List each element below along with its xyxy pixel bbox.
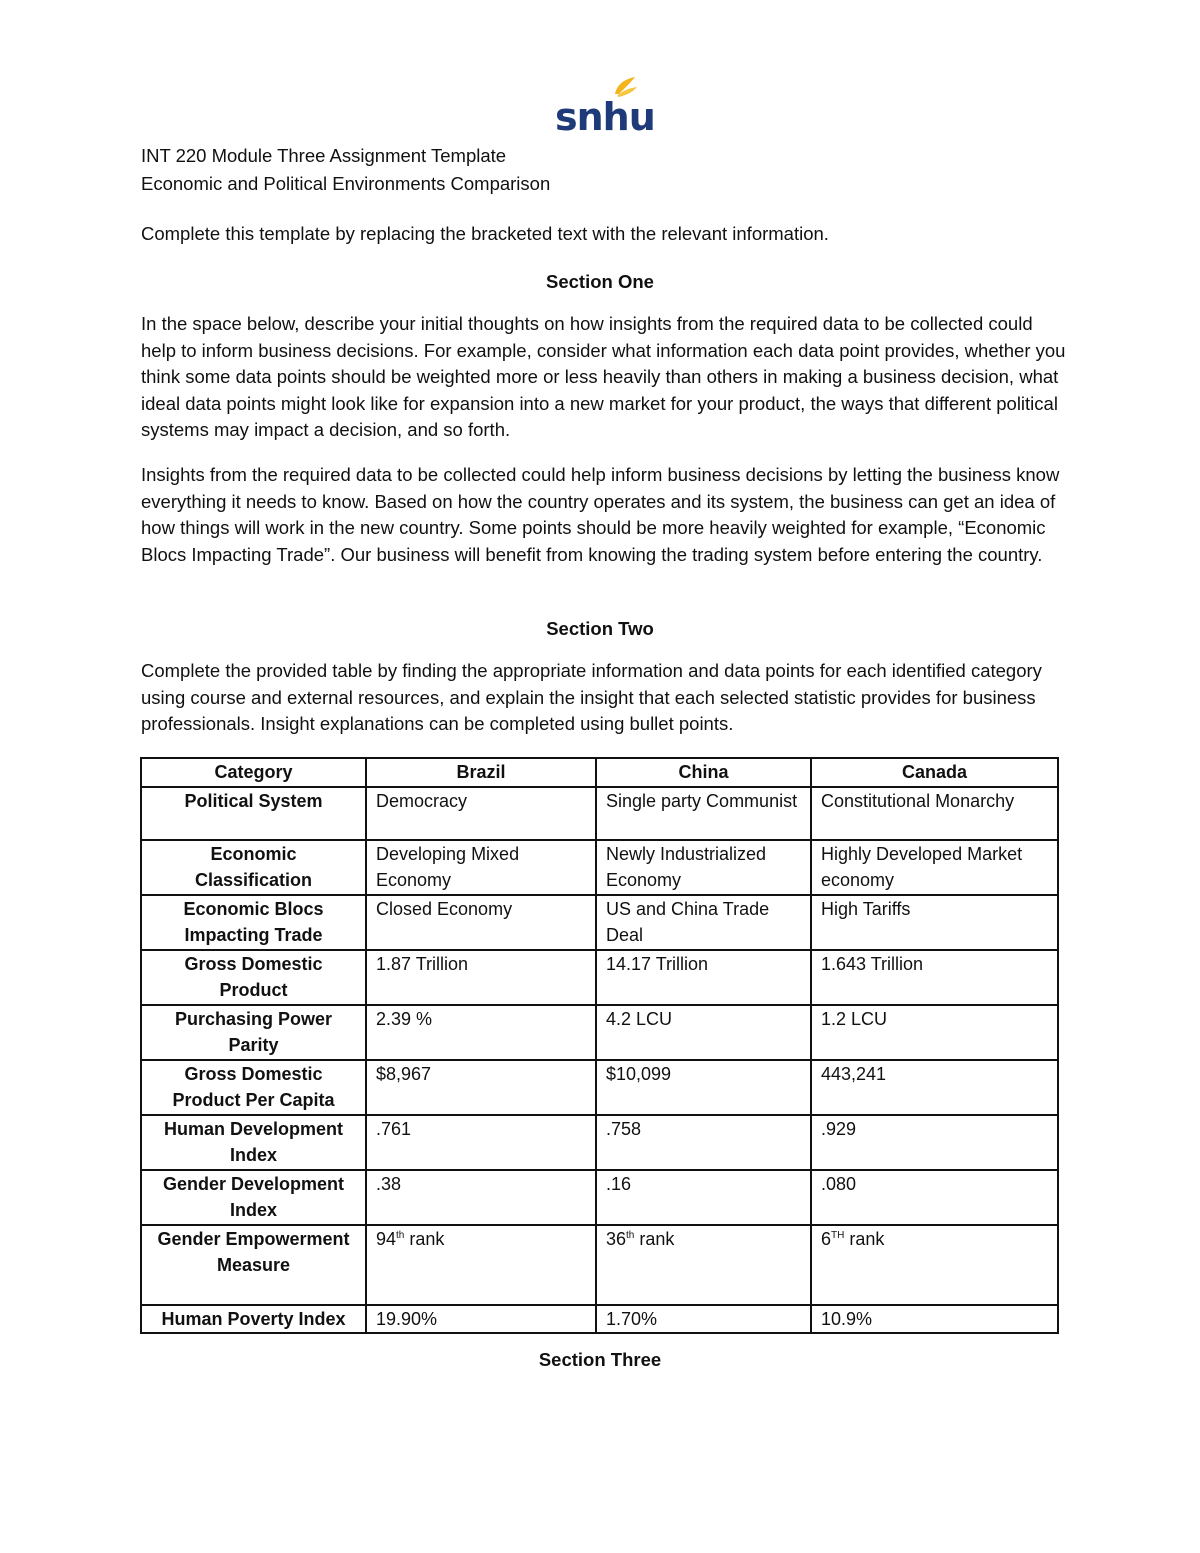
china-cell: 4.2 LCU [596, 1005, 811, 1060]
category-cell: Human Poverty Index [141, 1305, 366, 1334]
china-cell: 1.70% [596, 1305, 811, 1334]
section-two-prompt: Complete the provided table by finding the appropriate information and data points for each identified category using course and external resources, and explain the insight that each selected statistic provides for business professionals. Insight explanations can be completed using bullet points. [141, 660, 1042, 734]
section-one-heading: Section One [546, 271, 654, 292]
brazil-cell: Democracy [366, 787, 596, 840]
brazil-cell [366, 1225, 596, 1305]
document-subtitle: Economic and Political Environments Comparison [141, 173, 551, 194]
category-cell: Gender Empowerment Measure [141, 1225, 366, 1305]
category-cell: Purchasing Power Parity [141, 1005, 366, 1060]
table-row [141, 950, 1058, 1005]
table-row [141, 1225, 1058, 1305]
brazil-cell: Developing Mixed Economy [366, 840, 596, 895]
section-one-response: Insights from the required data to be collected could help inform business decisions by letting the business know everything it needs to know. Based on how the country operates and its system, the business can get an idea of how things will work in the new country. Some points should be more heavily weighted for example, “Economic Blocs Impacting Trade”. Our business will benefit from knowing the trading system before entering the country. [141, 464, 1060, 565]
category-cell: Gross Domestic Product Per Capita [141, 1060, 366, 1115]
ordinal-suffix: TH [831, 1229, 845, 1241]
table-row [141, 1305, 1058, 1334]
rank-number: 36 [606, 1228, 627, 1249]
china-cell: .16 [596, 1170, 811, 1225]
flame-leaf-icon [553, 74, 655, 139]
ordinal-suffix: th [626, 1229, 635, 1241]
brazil-cell: 2.39 % [366, 1005, 596, 1060]
header-canada: Canada [811, 758, 1058, 787]
section-two-heading: Section Two [546, 618, 654, 639]
comparison-table [140, 757, 1059, 1334]
canada-cell: Highly Developed Market economy [811, 840, 1058, 895]
category-cell: Gender Development Index [141, 1170, 366, 1225]
category-cell: Economic Blocs Impacting Trade [141, 895, 366, 950]
rank-word: rank [844, 1228, 885, 1249]
logo-wordmark: snhu [555, 95, 655, 139]
brazil-cell: Closed Economy [366, 895, 596, 950]
header-china: China [596, 758, 811, 787]
canada-cell: Constitutional Monarchy [811, 787, 1058, 840]
instructions-text: Complete this template by replacing the bracketed text with the relevant information. [141, 223, 829, 244]
brazil-cell: .761 [366, 1115, 596, 1170]
section-one-prompt: In the space below, describe your initial thoughts on how insights from the required data to be collected could help to inform business decisions. For example, consider what information each data point provides, whether you think some data points should be weighted more or less heavily than others in making a business decision, what ideal data points might look like for expansion into a new market for your product, the ways that different political systems may impact a decision, and so forth. [141, 313, 1066, 440]
china-cell: US and China Trade Deal [596, 895, 811, 950]
category-cell: Gross Domestic Product [141, 950, 366, 1005]
brazil-cell: .38 [366, 1170, 596, 1225]
canada-cell: .929 [811, 1115, 1058, 1170]
category-cell: Economic Classification [141, 840, 366, 895]
table-row [141, 1060, 1058, 1115]
china-cell: $10,099 [596, 1060, 811, 1115]
document-title: INT 220 Module Three Assignment Template [141, 145, 507, 166]
brazil-cell: 19.90% [366, 1305, 596, 1334]
brazil-cell: 1.87 Trillion [366, 950, 596, 1005]
table-row [141, 787, 1058, 840]
canada-cell: .080 [811, 1170, 1058, 1225]
canada-cell [811, 1225, 1058, 1305]
canada-cell: 1.643 Trillion [811, 950, 1058, 1005]
rank-word: rank [634, 1228, 675, 1249]
china-cell: .758 [596, 1115, 811, 1170]
ordinal-suffix: th [396, 1229, 405, 1241]
rank-number: 94 [376, 1228, 397, 1249]
canada-cell: 10.9% [811, 1305, 1058, 1334]
rank-number: 6 [821, 1228, 832, 1249]
table-row [141, 1005, 1058, 1060]
brazil-cell: $8,967 [366, 1060, 596, 1115]
section-three-heading: Section Three [538, 1349, 662, 1370]
table-row [141, 1115, 1058, 1170]
canada-cell: 1.2 LCU [811, 1005, 1058, 1060]
snhu-logo [553, 74, 655, 139]
table-header-row [141, 758, 1058, 787]
china-cell: Single party Communist [596, 787, 811, 840]
category-cell: Political System [141, 787, 366, 840]
table-row [141, 895, 1058, 950]
table-row [141, 840, 1058, 895]
china-cell: Newly Industrialized Economy [596, 840, 811, 895]
china-cell [596, 1225, 811, 1305]
table-row [141, 1170, 1058, 1225]
china-cell: 14.17 Trillion [596, 950, 811, 1005]
rank-word: rank [404, 1228, 445, 1249]
canada-cell: 443,241 [811, 1060, 1058, 1115]
category-cell: Human Development Index [141, 1115, 366, 1170]
header-brazil: Brazil [366, 758, 596, 787]
header-category: Category [141, 758, 366, 787]
canada-cell: High Tariffs [811, 895, 1058, 950]
